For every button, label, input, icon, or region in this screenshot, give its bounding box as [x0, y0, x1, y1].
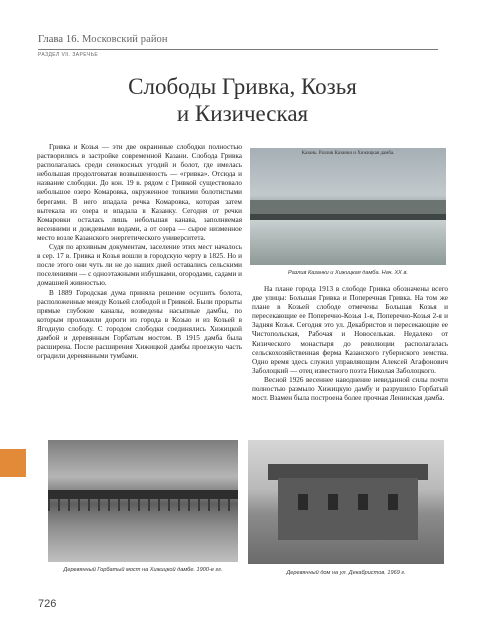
- paragraph: Весной 1926 весеннее наводнение невиданной силы почти полностью размыло Хижицкую дамбу и разрушило Горбатый мост. Взамен была построена более прочная Ленинская дамба.: [252, 375, 448, 403]
- postcard-inscription: Казань. Разлив Казанки и Хижицкая дамба.: [301, 151, 395, 156]
- chapter-heading: [38, 34, 438, 45]
- header-divider: [38, 49, 438, 50]
- photo-shore: [250, 200, 446, 214]
- paragraph: Судя по архивным документам, заселение этих мест началось в сер. 17 в. Гривка и Козья вошли в городскую черту в 1825. Но и после этого они чуть ли не до наших дней оставались сельскими поселениями — с одноэтажными избушками, огородами, садами и домашней живностью.: [37, 243, 242, 288]
- right-text-column: [252, 285, 448, 403]
- article-title: [40, 73, 445, 127]
- title-line-1: Слободы Гривка, Козья: [128, 74, 357, 99]
- photo-caption: Деревянный Горбатый мост на Хижицкой дамбе. 1900-е гг.: [63, 567, 223, 573]
- chapter-tab-marker: [0, 449, 26, 477]
- photo-bridge-piles: [48, 499, 238, 511]
- section-label: РАЗДЕЛ VII. ЗАРЕЧЬЕ: [38, 52, 99, 58]
- paragraph: На плане города 1913 в слободе Гривка обозначены всего две улицы: Большая Гривка и Поперечная Гривка. На том же плане в Козьей слободе отмечены Большая Козья и пересекающие ее Поперечно-Козья 1-я, Поперечно-Козья 2-я и Задняя Козья. Сегодня это ул. Декабристов и пересекающие ее Чистопольская, Рабочая и Новоселькая. Недалеко от Кизического монастыря до революции располагалась сельскохозяйственная ферма Казанского губернского земства. Одно время здесь служил управляющим Алексей Агафонович Заболоцкий — отец известного поэта Николая Заболоцкого.: [252, 285, 448, 375]
- photo-window: [388, 494, 398, 510]
- photo-window: [358, 494, 368, 510]
- chapter-title: Московский район: [82, 34, 168, 45]
- photo-caption: Деревянный дом на ул. Декабристов. 1969 г.: [286, 570, 406, 576]
- title-line-2: и Кизическая: [176, 101, 309, 126]
- photo-window: [298, 494, 308, 510]
- photo-bridge-deck: [48, 490, 238, 499]
- chapter-number: Глава 16.: [38, 34, 80, 45]
- hunchback-bridge-photo: [48, 440, 238, 562]
- page-header: [38, 34, 438, 58]
- paragraph: Гривка и Козья — эти две окраинные слободки полностью растворились в застройке современной Казани. Слобода Гривка располагалась среди сенокосных угодий и болот, где имелась небольшая продолговатая возвышенность — «гривка». Отсюда и название слободки. До кон. 19 в. рядом с Гривкой существовало небольшое озеро Комаровка, окруженное топкими болотистыми берегами. В него впадала речка Комаровка, которая затем вытекала из озера и впадала в Казанку. Сегодня от речки Комаровки осталась лишь небольшая канава, заполняемая весенними и дождевыми водами, а от озера — сырое низменное место возле Казанского энергетического университета.: [37, 143, 242, 242]
- photo-window: [328, 494, 338, 510]
- flood-dam-photo: [250, 148, 446, 265]
- photo-caption: Разлив Казанки и Хижицкая дамба. Нач. XX в.: [288, 270, 408, 276]
- paragraph: В 1889 Городская дума приняла решение осушить болота, расположенные между Козьей слободой и Гривкой. Были прорыты прямые глубокие каналы, возведены насыпные дамбы, по которым проложили дороги из города в Козью и из Козьей в Ягодную слободу. С городом слободки соединялись Хижицкой дамбой и деревянным Горбатым мостом. В 1915 дамба была расширена. После расширения Хижицкой дамбы проезжую часть оградили деревянными тумбами.: [37, 288, 242, 361]
- wooden-house-photo: [248, 440, 444, 564]
- photo-water: [250, 220, 446, 265]
- page-number: 726: [38, 598, 57, 610]
- left-text-column: [37, 143, 242, 361]
